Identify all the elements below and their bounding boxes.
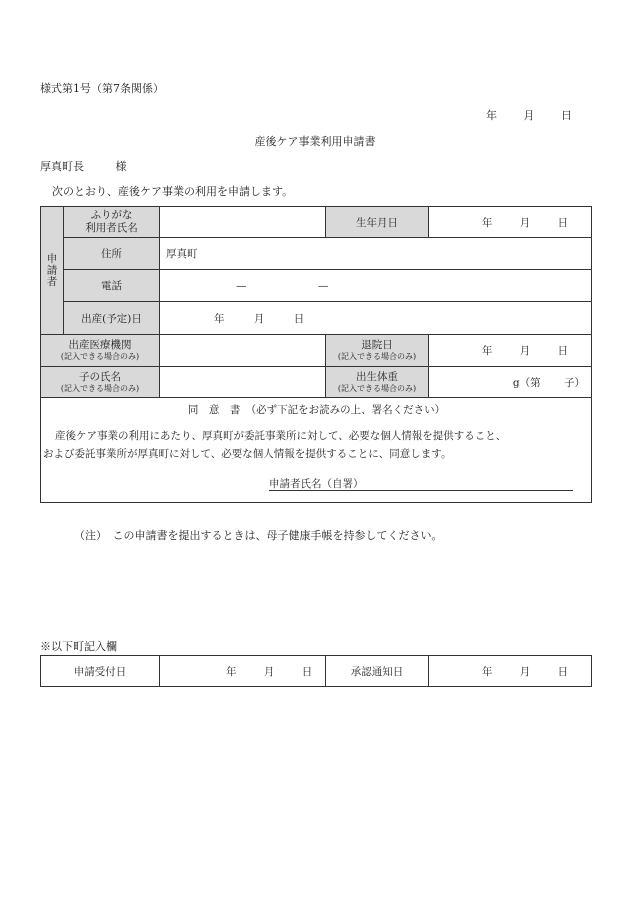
application-table (40, 206, 592, 503)
due-date-field[interactable] (160, 302, 592, 335)
birthdate-day: 日 (557, 216, 569, 229)
address-label: 住所 (64, 238, 160, 270)
intro-text: 次のとおり、産後ケア事業の利用を申請します。 (52, 185, 294, 198)
discharge-day: 日 (557, 345, 569, 357)
birthdate-month: 月 (519, 216, 531, 229)
received-year: 年 (226, 665, 237, 678)
user-name-label-text: 利用者氏名 (85, 222, 138, 234)
office-table (40, 655, 592, 687)
child-name-field[interactable] (160, 367, 326, 398)
address-value: 厚真町 (166, 248, 198, 260)
birthdate-year: 年 (481, 216, 493, 229)
month-label: 月 (523, 109, 535, 122)
consent-heading: 同 意 書 （必ず下記をお読みの上、署名ください） (187, 404, 446, 416)
furigana-label: ふりがな (90, 209, 133, 221)
received-month: 月 (263, 665, 275, 678)
discharge-month: 月 (519, 345, 531, 357)
addressee-name: 厚真町長 (40, 160, 84, 173)
hospital-note: (記入できる場合のみ) (60, 352, 140, 361)
birth-weight-field[interactable] (429, 367, 592, 398)
discharge-field[interactable] (429, 335, 592, 367)
applicant-section-label (41, 207, 64, 335)
birth-weight-note: (記入できる場合のみ) (337, 383, 417, 393)
due-date-year: 年 (214, 312, 225, 325)
date-line (486, 107, 572, 123)
received-day: 日 (301, 665, 313, 678)
child-name-label (41, 367, 160, 398)
consent-line-2: および委託事業所が厚真町に対して、必要な個人情報を提供することに、同意します。 (43, 448, 452, 460)
discharge-label-text: 退院日 (361, 339, 393, 351)
approval-date-field[interactable] (429, 656, 592, 687)
signature-field[interactable] (269, 476, 573, 491)
phone-dash-1: — (236, 279, 247, 292)
user-name-label (64, 207, 160, 238)
child-name-note: (記入できる場合のみ) (60, 383, 140, 393)
office-section-title: ※以下町記入欄 (40, 640, 117, 653)
discharge-note: (記入できる場合のみ) (337, 352, 417, 361)
day-label: 日 (561, 109, 572, 122)
applicant-label-text: 申請者 (45, 253, 58, 288)
child-suffix: 子） (564, 376, 585, 389)
address-field[interactable] (160, 238, 592, 270)
approval-month: 月 (519, 665, 531, 678)
due-date-month: 月 (253, 312, 265, 325)
addressee (40, 158, 127, 174)
hospital-field[interactable] (160, 335, 326, 367)
addressee-honorific: 様 (115, 160, 127, 173)
user-name-field[interactable] (160, 207, 326, 238)
submission-note: （注） この申請書を提出するときは、母子健康手帳を持参してください。 (74, 529, 443, 542)
signature-label: 申請者氏名（自署） (269, 478, 364, 490)
child-name-label-text: 子の氏名 (79, 370, 121, 383)
approval-date-label: 承認通知日 (326, 656, 429, 687)
approval-year: 年 (481, 665, 493, 678)
birth-weight-label-text: 出生体重 (356, 370, 398, 383)
due-date-label: 出産(予定)日 (64, 302, 160, 335)
phone-field[interactable] (160, 270, 592, 302)
consent-section (41, 398, 592, 503)
birthdate-label: 生年月日 (326, 207, 429, 238)
form-number: 様式第1号（第7条関係） (40, 82, 164, 95)
due-date-day: 日 (293, 312, 305, 325)
phone-dash-2: — (317, 279, 329, 292)
page-title: 産後ケア事業利用申請書 (254, 135, 376, 148)
birthdate-field[interactable] (429, 207, 592, 238)
hospital-label (41, 335, 160, 367)
hospital-label-text: 出産医療機関 (68, 339, 132, 351)
received-date-field[interactable] (160, 656, 326, 687)
weight-unit: g（第 (512, 376, 541, 389)
phone-label: 電話 (64, 270, 160, 302)
birth-weight-label (326, 367, 429, 398)
discharge-year: 年 (481, 345, 493, 357)
received-date-label: 申請受付日 (41, 656, 160, 687)
approval-day: 日 (557, 665, 569, 678)
consent-line-1: 産後ケア事業の利用にあたり、厚真町が委託事業所に対して、必要な個人情報を提供すること、 (55, 430, 507, 442)
year-label: 年 (486, 109, 497, 122)
discharge-label (326, 335, 429, 367)
